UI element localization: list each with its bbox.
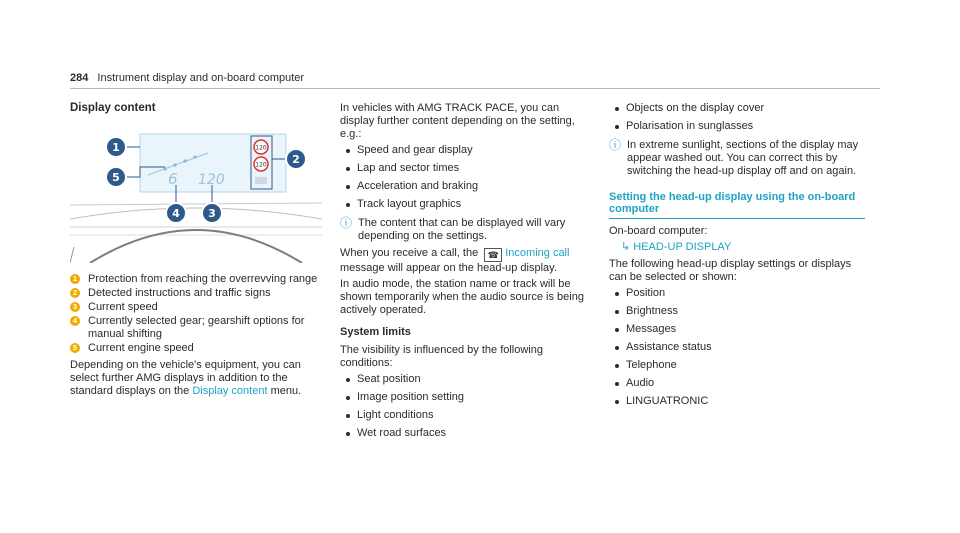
hud-speed: 120 <box>198 172 225 188</box>
legend-number: 3 <box>70 302 80 312</box>
list-item: Messages <box>609 323 865 336</box>
paragraph-text: menu. <box>267 385 302 397</box>
legend-text: Current engine speed <box>88 342 194 354</box>
legend-item <box>70 287 326 300</box>
page-header <box>70 72 304 85</box>
list-item: Speed and gear display <box>340 144 596 157</box>
list-item: Light conditions <box>340 409 596 422</box>
settings-list <box>609 287 865 408</box>
list-item: LINGUATRONIC <box>609 395 865 408</box>
limits-list-continued <box>609 102 865 133</box>
list-item: Assistance status <box>609 341 865 354</box>
callout-3 <box>202 203 222 223</box>
callout-4 <box>166 203 186 223</box>
sign-2: 120 <box>255 161 267 169</box>
incoming-call-paragraph <box>340 247 596 275</box>
hud-illustration <box>70 127 322 263</box>
settings-intro: The following head-up display settings or displays can be selected or shown: <box>609 258 852 283</box>
list-item: Wet road surfaces <box>340 427 596 440</box>
paragraph-text: message will appear on the head-up display. <box>340 262 557 274</box>
info-note <box>609 139 865 178</box>
callout-2 <box>286 149 306 169</box>
paragraph-text: Depending on the vehicle's equipment, you can select further AMG displays in addition to the standard displays on the <box>70 359 301 397</box>
list-item: Track layout graphics <box>340 198 596 211</box>
legend-item <box>70 301 326 314</box>
track-pace-intro: In vehicles with AMG TRACK PACE, you can display further content depending on the setting, e.g.: <box>340 102 575 140</box>
legend-text: Currently selected gear; gearshift options for manual shifting <box>88 315 305 340</box>
list-item: Seat position <box>340 373 596 386</box>
display-content-link[interactable]: Display content <box>192 385 268 397</box>
legend-number: 4 <box>70 316 80 326</box>
list-item: Lap and sector times <box>340 162 596 175</box>
limits-list <box>340 373 596 440</box>
page-number: 284 <box>70 72 89 84</box>
legend-number: 2 <box>70 288 80 298</box>
info-icon: ⓘ <box>609 138 622 152</box>
legend-item <box>70 342 326 355</box>
arrow-right-icon: ↳ <box>621 241 631 253</box>
audio-paragraph: In audio mode, the station name or track will be shown temporarily when the audio source is being actively operated. <box>340 278 584 316</box>
column-3 <box>609 102 865 413</box>
limits-intro: The visibility is influenced by the following conditions: <box>340 344 543 369</box>
hud-illustration-svg <box>70 127 322 263</box>
track-pace-list <box>340 144 596 211</box>
list-item: Objects on the display cover <box>609 102 865 115</box>
legend-number: 1 <box>70 274 80 284</box>
chapter-title: Instrument display and on-board computer <box>97 72 305 84</box>
info-note <box>340 217 596 243</box>
list-item: Image position setting <box>340 391 596 404</box>
svg-text:2: 2 <box>292 153 300 166</box>
legend-item <box>70 315 326 341</box>
svg-text:4: 4 <box>172 207 180 220</box>
column-1 <box>70 102 326 401</box>
note-text: The content that can be displayed will vary depending on the settings. <box>358 217 566 242</box>
info-icon: ⓘ <box>340 216 353 230</box>
list-item: Acceleration and braking <box>340 180 596 193</box>
sign-1: 120 <box>255 144 267 152</box>
callout-5 <box>106 167 126 187</box>
phone-icon: ☎ <box>484 248 502 262</box>
list-item: Telephone <box>609 359 865 372</box>
svg-text:3: 3 <box>208 207 216 220</box>
incoming-call-link: Incoming call <box>505 247 570 259</box>
paragraph-text: When you receive a call, the <box>340 247 482 259</box>
list-item: Polarisation in sunglasses <box>609 120 865 133</box>
note-text: In extreme sunlight, sections of the display may appear washed out. You can correct this by switching the head-up display off and on again. <box>627 139 859 177</box>
section-title-hud-settings: Setting the head-up display using the on-board computer <box>609 191 865 219</box>
menu-path[interactable] <box>609 241 865 254</box>
section-title-display-content: Display content <box>70 102 156 114</box>
system-limits-title: System limits <box>340 326 411 338</box>
menu-label: On-board computer: <box>609 225 708 237</box>
legend-text: Protection from reaching the overrevving range <box>88 273 318 285</box>
legend-item <box>70 273 326 286</box>
header-divider <box>70 88 880 89</box>
list-item: Position <box>609 287 865 300</box>
legend-text: Detected instructions and traffic signs <box>88 287 271 299</box>
legend-text: Current speed <box>88 301 158 313</box>
list-item: Audio <box>609 377 865 390</box>
legend-number: 5 <box>70 343 80 353</box>
amg-displays-paragraph <box>70 359 326 398</box>
callout-1 <box>106 137 126 157</box>
column-2 <box>340 102 596 445</box>
hud-gear: 6 <box>168 170 178 188</box>
figure-legend <box>70 273 326 355</box>
svg-text:5: 5 <box>112 171 120 184</box>
svg-text:1: 1 <box>112 141 120 154</box>
menu-path-text: HEAD-UP DISPLAY <box>633 241 732 253</box>
list-item: Brightness <box>609 305 865 318</box>
